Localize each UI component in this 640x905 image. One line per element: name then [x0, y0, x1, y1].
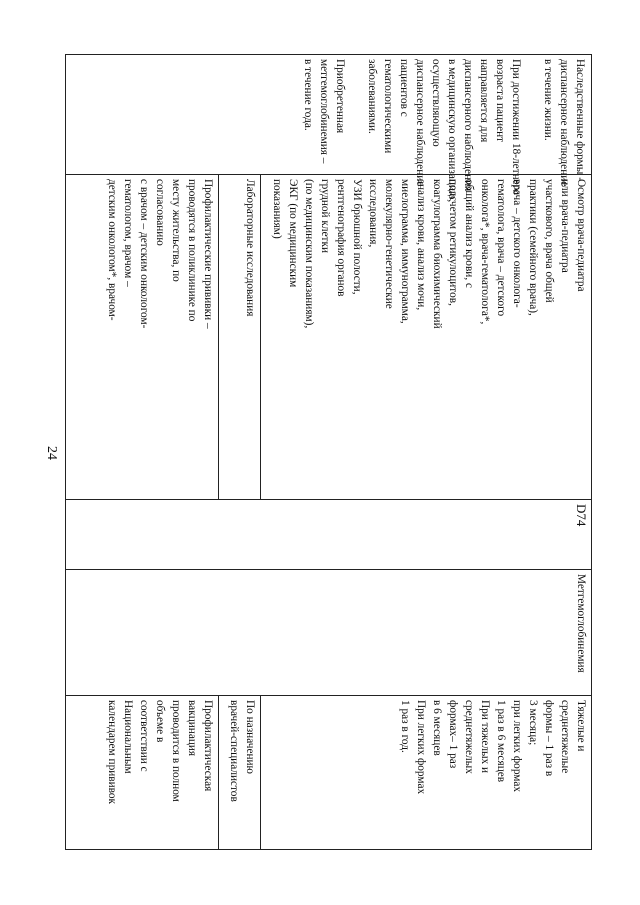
- text-line: пациентов с: [398, 59, 410, 117]
- text-line: врача – детского онколога-: [511, 179, 523, 308]
- page-number: 24: [44, 446, 59, 460]
- content-cell: [219, 175, 261, 500]
- text-line: 1 раз в год.: [399, 700, 411, 753]
- duration-paragraph-3: [300, 59, 348, 170]
- text-line: миелограмма, иммунограмма,: [399, 179, 411, 324]
- text-line: Лабораторные исследования: [244, 179, 256, 317]
- text-line: проводится в полном: [170, 700, 182, 802]
- text-line: метгемоглобинемия –: [318, 59, 330, 164]
- text-line: возраста пациент: [494, 59, 506, 143]
- text-line: анализ крови, анализ мочи,: [415, 179, 427, 311]
- rotated-table-wrapper: [66, 54, 592, 849]
- table-row: [219, 55, 261, 850]
- text-line: врачей-специалистов: [228, 700, 240, 802]
- text-line: гематологом, врачом –: [122, 179, 134, 287]
- text-line: По назначению: [244, 700, 256, 774]
- text-line: подсчетом ретикулоцитов,: [447, 179, 459, 306]
- text-line: в течение года.: [302, 59, 314, 131]
- dispensary-table: [65, 54, 592, 850]
- text-line: соответствии с: [138, 700, 150, 772]
- text-line: Осмотр врача-педиатра: [575, 179, 587, 292]
- table-row: [66, 55, 219, 850]
- disease-cell: Метгемоглобинемия: [66, 570, 592, 696]
- text-line: Тяжелые и: [575, 700, 587, 752]
- text-line: ЭКГ (по медицинским: [287, 179, 299, 288]
- text-line: гематолога, врача – детского: [495, 179, 507, 317]
- frequency-cell: [261, 696, 592, 850]
- duration-cell: [66, 55, 592, 203]
- text-line: При легких формах: [415, 700, 427, 795]
- text-line: показаниям): [271, 179, 283, 239]
- text-line: онколога*, врача-гематолога*,: [479, 179, 491, 325]
- text-line: детским онкологом*, врачом-: [106, 179, 118, 321]
- text-line: коагулограмма биохимический: [431, 179, 443, 329]
- text-line: или врача-педиатра: [559, 179, 571, 273]
- text-line: проводятся в поликлинике по: [186, 179, 198, 322]
- text-line: участкового, врача общей: [543, 179, 555, 303]
- text-line: УЗИ брюшной полости,: [351, 179, 363, 295]
- duration-paragraph-2: [364, 59, 524, 203]
- content-cell: [261, 175, 592, 500]
- text-line: Национальным: [122, 700, 134, 774]
- text-line: диспансерное наблюдение: [414, 59, 426, 187]
- text-line: месту жительства, по: [170, 179, 182, 282]
- text-line: согласованию: [154, 179, 166, 246]
- text-line: диспансерного наблюдения: [462, 59, 474, 192]
- text-line: вакцинация: [186, 700, 198, 757]
- text-line: исследования,: [367, 179, 379, 248]
- text-line: 1 раз в 6 месяцев: [495, 700, 507, 783]
- text-line: Наследственные формы -: [574, 59, 586, 181]
- content-cell: [66, 175, 219, 500]
- text-line: осуществляющую: [430, 59, 442, 147]
- text-line: 3 месяца;: [527, 700, 539, 746]
- text-line: формы – 1 раз в: [543, 700, 555, 777]
- frequency-cell: [219, 696, 261, 850]
- text-line: При достижении 18-летнего: [510, 59, 522, 195]
- text-line: среднетяжелых: [463, 700, 475, 774]
- text-line: с врачом – детским онкологом-: [138, 179, 150, 329]
- text-line: направляется для: [478, 59, 490, 143]
- text-line: объеме в: [154, 700, 166, 743]
- text-line: Профилактические прививки –: [202, 179, 214, 329]
- code-cell: D74: [66, 500, 592, 570]
- text-line: При тяжелых и: [479, 700, 491, 774]
- text-line: общий анализ крови, с: [463, 179, 475, 288]
- text-line: при легких формах: [511, 700, 523, 793]
- text-line: практики (семейного врача),: [527, 179, 539, 316]
- text-line: календарем прививок: [106, 700, 118, 805]
- text-line: диспансерное наблюдение: [558, 59, 570, 187]
- duration-paragraph-1: [540, 59, 588, 187]
- text-line: грудной клетки: [319, 179, 331, 253]
- text-line: Профилактическая: [202, 700, 214, 792]
- text-line: Приобретенная: [334, 59, 346, 134]
- text-line: заболеваниями.: [366, 59, 378, 134]
- text-line: в течение жизни.: [542, 59, 554, 141]
- text-line: гематологическими: [382, 59, 394, 154]
- text-line: в медицинскую организацию,: [446, 59, 458, 203]
- table-area: [66, 54, 592, 849]
- text-line: в 6 месяцев: [431, 700, 443, 756]
- text-line: рентгенография органов: [335, 179, 347, 297]
- table-row: [261, 55, 592, 850]
- text-line: молекулярно-генетические: [383, 179, 395, 309]
- frequency-cell: [66, 696, 219, 850]
- text-line: формах– 1 раз: [447, 700, 459, 769]
- text-line: среднетяжелые: [559, 700, 571, 774]
- text-line: (по медицинским показаниям),: [303, 179, 315, 329]
